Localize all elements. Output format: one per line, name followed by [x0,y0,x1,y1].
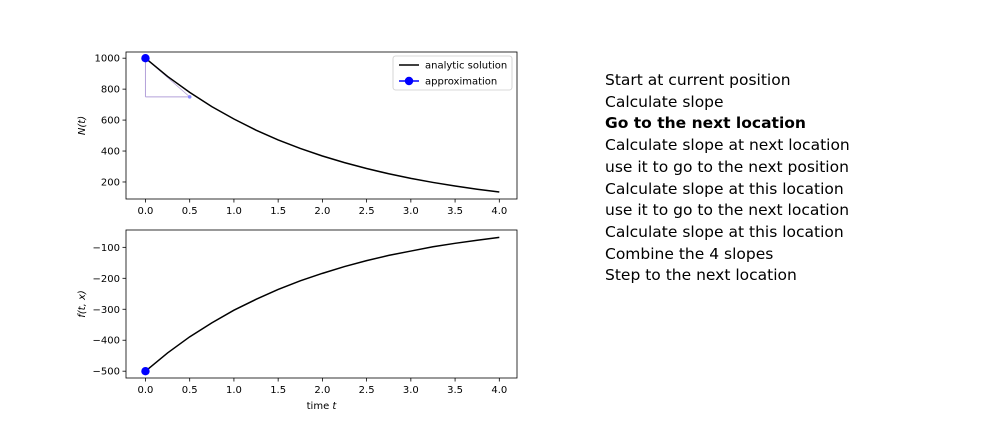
x-tick-label: 2.0 [314,206,331,217]
y-tick-label: −500 [92,366,120,378]
chart-panel-2 [77,230,517,412]
y-tick-label: 400 [100,146,120,158]
legend [393,56,512,90]
x-tick-label: 4.0 [491,385,508,396]
step-item: Step to the next location [605,266,797,285]
step-item: use it to go to the next location [605,201,850,220]
step-item: Calculate slope at next location [605,136,850,155]
approximation-point [141,367,149,375]
legend-marker [405,77,413,85]
y-axis-label-arg: (t) [77,115,88,128]
y-tick-label: 200 [100,177,120,189]
x-tick-label: 1.5 [270,206,287,217]
y-axis-label [77,290,88,318]
legend-label-1: analytic solution [425,60,508,72]
y-tick-label: −100 [92,242,120,254]
step-item: Calculate slope [605,92,724,111]
chart-panel-1 [77,52,517,217]
step-item: Calculate slope at this location [605,179,844,198]
x-tick-label: 3.0 [402,385,419,396]
step-item: Start at current position [605,71,791,89]
y-tick-label: −300 [92,304,120,316]
step-item: Combine the 4 slopes [605,244,774,263]
y-tick-label: −200 [92,273,120,285]
y-tick-label: −400 [92,335,120,347]
analytic-solution-line [145,237,499,371]
x-tick-label: 0.5 [181,385,198,396]
y-axis-label-var: N [77,127,88,136]
x-tick-label: 0.0 [137,206,154,217]
slope-guide-point [188,95,192,99]
step-item-active: Go to the next location [605,114,806,133]
steps-list [605,70,850,287]
y-tick-label: 1000 [94,53,120,65]
x-tick-label: 0.0 [137,385,154,396]
x-tick-label: 3.0 [402,206,419,217]
y-axis-label-arg: (t, x) [77,290,88,315]
y-axis-label-var: f [77,314,88,318]
x-tick-label: 3.5 [447,206,464,217]
x-axis-label [307,401,338,412]
x-tick-label: 1.0 [225,385,242,396]
x-tick-label: 3.5 [447,385,464,396]
x-tick-label: 2.5 [358,206,375,217]
x-tick-label: 2.5 [358,385,375,396]
y-tick-label: 800 [100,84,120,96]
x-tick-label: 4.0 [491,206,508,217]
approximation-point [141,54,149,62]
step-item: use it to go to the next position [605,157,849,176]
x-tick-label: 1.5 [270,385,287,396]
y-tick-label: 600 [100,115,120,127]
axes-frame [126,230,517,378]
y-axis-label [77,116,88,135]
x-tick-label: 1.0 [225,206,242,217]
x-axis-label-var: t [332,401,337,412]
step-item: Calculate slope at this location [605,222,844,241]
x-tick-label: 0.5 [181,206,198,217]
x-tick-label: 2.0 [314,385,331,396]
legend-label-2: approximation [425,76,498,88]
x-axis-label-main: time [306,401,333,412]
